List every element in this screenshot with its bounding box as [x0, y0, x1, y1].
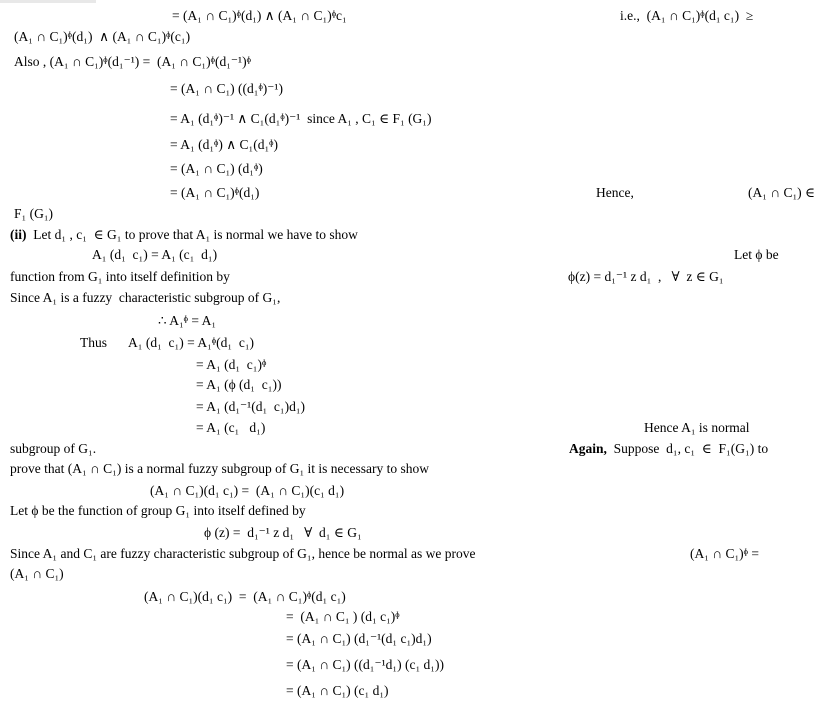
hence-text: Hence,	[596, 185, 634, 200]
top-edge-strip	[0, 0, 96, 3]
paragraph-text: Hence A₁ is normal	[644, 420, 750, 435]
paragraph-text: Let ϕ be	[734, 247, 779, 262]
equation-line: ∴ A₁ᶲ = A₁	[158, 313, 217, 328]
part-label: (ii) Let d₁ , c₁ ∈ G₁ to prove that A₁ is normal we have to show	[10, 227, 358, 242]
equation-line: = (A₁ ∩ C₁)ᶲ(d₁)	[170, 185, 260, 200]
paragraph-text: function from G₁ into itself definition by	[10, 269, 230, 284]
inverse-equation: Also , (A₁ ∩ C₁)ᶲ(d₁⁻¹) = (A₁ ∩ C₁)ᶲ(d₁⁻¹)ᶲ	[14, 54, 251, 69]
equation-line: (A₁ ∩ C₁)ᶲ =	[690, 546, 759, 561]
inequality-start: i.e., (A₁ ∩ C₁)ᶲ(d₁ c₁) ≥	[620, 8, 754, 23]
paragraph-text: subgroup of G₁.	[10, 441, 97, 456]
equation-line: (A₁ ∩ C₁)(d₁ c₁) = (A₁ ∩ C₁)(c₁ d₁)	[150, 483, 345, 498]
equation-line: = A₁ (c₁ d₁)	[196, 420, 266, 435]
again-text: Again, Suppose d₁, c₁ ∈ F₁(G₁) to	[569, 441, 769, 456]
equation-line: = A₁ (d₁ᶲ) ∧ C₁(d₁ᶲ)	[170, 137, 278, 152]
equation-line: = (A₁ ∩ C₁ ) (d₁ c₁)ᶲ	[286, 609, 400, 624]
equation-line: = (A₁ ∩ C₁) (c₁ d₁)	[286, 683, 389, 698]
equation-line: = A₁ (ϕ (d₁ c₁))	[196, 377, 282, 392]
equation-line: = A₁ (d₁ᶲ)⁻¹ ∧ C₁(d₁ᶲ)⁻¹ since A₁ , C₁ ∈ F₁ (G₁)	[170, 111, 432, 126]
equation-line: (A₁ ∩ C₁)	[10, 566, 64, 581]
inequality-continued: (A₁ ∩ C₁)ᶲ(d₁) ∧ (A₁ ∩ C₁)ᶲ(c₁)	[14, 29, 191, 44]
equation-line: = (A₁ ∩ C₁) ((d₁⁻¹d₁) (c₁ d₁))	[286, 657, 444, 672]
membership-start: (A₁ ∩ C₁) ∈	[748, 185, 816, 200]
paragraph-text: prove that (A₁ ∩ C₁) is a normal fuzzy subgroup of G₁ it is necessary to show	[10, 461, 430, 476]
equation-line: = (A₁ ∩ C₁) (d₁⁻¹(d₁ c₁)d₁)	[286, 631, 432, 646]
equation-line: = (A₁ ∩ C₁) ((d₁ᶲ)⁻¹)	[170, 81, 283, 96]
equation-line: A₁ (d₁ c₁) = A₁ (c₁ d₁)	[92, 247, 218, 262]
paragraph-text: Since A₁ and C₁ are fuzzy characteristic subgroup of G₁, hence be normal as we prove	[10, 546, 476, 561]
thus-text: Thus	[80, 335, 107, 350]
equation-line: = A₁ (d₁ c₁)ᶲ	[196, 357, 267, 372]
equation-line: = (A₁ ∩ C₁) (d₁ᶲ)	[170, 161, 263, 176]
equation-line: = (A₁ ∩ C₁)ᶲ(d₁) ∧ (A₁ ∩ C₁)ᶲc₁	[172, 8, 347, 23]
function-definition: ϕ (z) = d₁⁻¹ z d₁ ∀ d₁ ∈ G₁	[204, 525, 362, 540]
equation-line: A₁ (d₁ c₁) = A₁ᶲ(d₁ c₁)	[128, 335, 255, 350]
equation-line: = A₁ (d₁⁻¹(d₁ c₁)d₁)	[196, 399, 306, 414]
paragraph-text: Since A₁ is a fuzzy characteristic subgroup of G₁,	[10, 290, 281, 305]
function-definition: ϕ(z) = d₁⁻¹ z d₁ , ∀ z ∈ G₁	[568, 269, 724, 284]
membership-end: F₁ (G₁)	[14, 206, 54, 221]
equation-line: (A₁ ∩ C₁)(d₁ c₁) = (A₁ ∩ C₁)ᶲ(d₁ c₁)	[144, 589, 346, 604]
paragraph-text: Let ϕ be the function of group G₁ into itself defined by	[10, 503, 306, 518]
